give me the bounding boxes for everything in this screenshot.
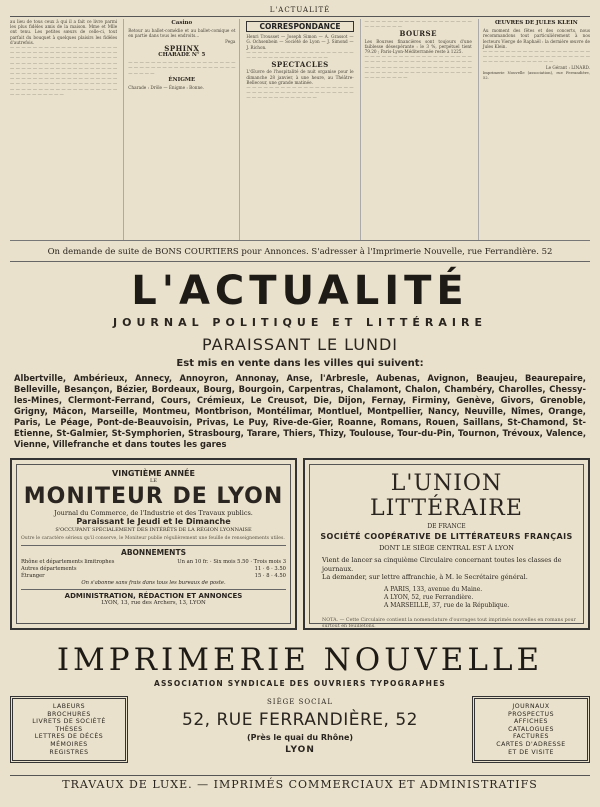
moniteur-year: VINGTIÈME ANNÉE (112, 469, 195, 478)
column-1 (10, 19, 117, 240)
advert-boxes (10, 458, 590, 630)
printer-credit: Imprimerie Nouvelle (association), rue Ferrandière, 52. (482, 69, 591, 81)
column-4 (360, 19, 472, 240)
service-item: REGISTRES (49, 748, 89, 756)
union-nota: NOTA. — Cette Circulaire contient la nomenclature d'ouvrages tout imprimés nouvelles en romans pour surtout en feuilletons. (322, 617, 576, 629)
union-address: A PARIS, 133, avenue du Maine. (384, 585, 483, 593)
circulaire-line: Vient de lancer sa cinquième Circulaire concernant toutes les classes de journaux. (322, 556, 562, 573)
gerant-signoff: Le Gérant : LINARD. (545, 64, 591, 70)
footer-line: TRAVAUX DE LUXE. — IMPRIMÉS COMMERCIAUX ET ADMINISTRATIFS (10, 775, 590, 791)
casino-signoff: Pega (225, 38, 236, 44)
rate-value: 11 · 6 · 3.50 (254, 565, 286, 572)
oeuvres-text: Au moment des fêtes et des concerts, nous recommandons tout particulièrement à nos lecteurs Vierge de Raphaël : la dernière œuvre de Jules Klein. (482, 28, 591, 49)
rate-label: Rhône et départements limitrophes (21, 558, 115, 565)
services-right-box (472, 696, 590, 763)
union-advert (303, 458, 590, 630)
column-1-text: au lieu de tous ceux à qui il a fait ce livre parmi les plus fidèles amis de la maison. Mme et Mlle ont tenu. Les petites sœurs de celle-ci, tout parfait du bouquet à quelques plaisirs les fidèles d'autrefois. (10, 19, 118, 45)
service-item: JOURNAUX (512, 703, 550, 710)
spectacles-text: L'Œuvre de l'hospitalité de nuit organise pour le dimanche 28 janvier, à une heure, au Théâtre-Bellecour, une grande matinée. (246, 69, 354, 85)
rate-label: Autres départements (21, 565, 77, 572)
service-item: CATALOGUES (508, 725, 554, 733)
courtiers-notice: On demande de suite de BONS COURTIERS pour Annonces. S'adresser à l'Imprimerie Nouvelle, rue Ferrandière. 52 (10, 241, 590, 262)
union-address: A MARSEILLE, 37, rue de la République. (384, 601, 510, 609)
moniteur-le: LE (150, 478, 157, 484)
running-title: L'ACTUALITÉ (10, 6, 590, 17)
casino-text: Retour au ballet-comédie et au ballet-comique et en partie dans tous les endroits... (128, 28, 236, 39)
moniteur-scope: S'OCCUPANT SPÉCIALEMENT DES INTÉRÊTS DE LA RÉGION LYONNAISE (55, 527, 252, 533)
union-circulaire (314, 556, 579, 582)
charade-title: CHARADE N° 5 (158, 52, 206, 59)
column-5 (478, 19, 590, 240)
spectacles-filler: — — — — — — — — — — — — — — — — — — — — — — — — — — — — — — — — — — — — — — — — — — — — — — — — — — — (246, 85, 354, 101)
column-5-filler: — — — — — — — — — — — — — — — — — — — — — — — — — — — — — — — — — — — — — — — — — — — — — — — — — — — (482, 49, 591, 65)
column-4-filler: — — — — — — — — — — — — — — — — — — — — — — — — — — — — — — — — — — — — — — — — — — — — — — — — — — — — — — — — — — — — — — — — — — — — — — — — — — — — — — — — — — — — (364, 54, 472, 81)
moniteur-abo-title: ABONNEMENTS (21, 545, 286, 557)
union-societe: SOCIÉTÉ COOPÉRATIVE DE LITTÉRATEURS FRANÇAIS (320, 532, 573, 541)
service-item: LETTRES DE DÉCÈS (34, 733, 104, 741)
service-item: PROSPECTUS (507, 710, 555, 718)
near-quai: (Près le quai du Rhône) (246, 733, 354, 742)
bourse-title: BOURSE (399, 29, 437, 39)
cities-list: Albertville, Ambérieux, Annecy, Annoyron, Annonay, Anse, l'Arbresle, Aubenas, Avignon, Beaujeu, Beaurepaire, Belleville, Besançon, Bézier, Bordeaux, Bourg, Bourgoin, Carpentras, Chalamont, Chalon, Chambéry, Charolles, Chessy-les-Mines, Clermont-Ferrand, Cours, Crémieux, Le Creusot, Die, Dijon, Fernay, Firminy, Genève, Givors, Grenoble, Grigny, Mâcon, Marseille, Montmeu, Montbrison, Montélimar, Montluel, Montpellier, Nancy, Neuville, Nîmes, Orange, Paris, Le Péage, Pont-de-Beauvoisin, Privas, Le Puy, Rive-de-Gier, Roanne, Romans, Rouen, Saillans, St-Chamond, St-Etienne, St-Galmier, St-Symphorien, Strasbourg, Tarare, Thiers, Thizy, Toulouse, Tour-du-Pin, Tournon, Trévoux, Valence, Vienne, Villefranche et dans toutes les gares (14, 373, 586, 449)
moniteur-inner (16, 464, 291, 624)
column-4-filler-top: — — — — — — — — — — — — — — — — — — — — — — — — — — (364, 19, 472, 30)
imprimerie-assoc: ASSOCIATION SYNDICALE DES OUVRIERS TYPOGRAPHES (153, 679, 447, 688)
masthead-title: L'ACTUALITÉ (131, 268, 469, 314)
rate-value: Un an 10 fr. · Six mois 5.50 · Trois mois 3 (177, 558, 286, 565)
imprimerie-details (10, 696, 590, 763)
charade-filler: — — — — — — — — — — — — — — — — — — — — — — — — — — — — — — — — — — — — — — — — — — — (128, 60, 236, 76)
siege-label: SIÈGE SOCIAL (267, 698, 333, 706)
moniteur-rates (21, 559, 286, 587)
imprimerie-title: IMPRIMERIE NOUVELLE (56, 642, 544, 678)
column-1-filler: — — — — — — — — — — — — — — — — — — — — — — — — — — — — — — — — — — — — — — — — — — — — — — — — — — — — — — — — — — — — — — — — — — — — — — — — — — — — — — — — — — — — — — — — — — — — — — — — — — — — — — — — — — — — — — — — — — — — — — — — — — — — — — — — — — — — — — — — — — — — — — — — — — — — — — — — — — — — — — — — — — — — — — — — — — — — — — — — — — — — — (10, 45, 118, 97)
masthead-subtitle: JOURNAL POLITIQUE ET LITTÉRAIRE (113, 316, 487, 329)
moniteur-advert (10, 458, 297, 630)
union-inner (309, 464, 584, 629)
sale-line: Est mis en vente dans les villes qui suivent: (176, 358, 424, 369)
rate-label: Étranger (21, 572, 45, 579)
city-name: LYON (285, 745, 315, 755)
rate-row (21, 573, 286, 580)
union-siege: DONT LE SIÈGE CENTRAL EST À LYON (379, 544, 514, 552)
rate-row (21, 566, 286, 573)
enigme-title: ÉNIGME (168, 76, 196, 83)
bourse-text: Les Bourses financières sont toujours d'une faiblesse désespérante : le 3 %, perpétuel tient 79.20 ; Paris-Lyon-Méditerranée reste à 1225. (364, 38, 472, 55)
sphinx-title: SPHINX (164, 43, 200, 53)
moniteur-schedule: Paraissant le Jeudi et le Dimanche (76, 517, 231, 526)
oeuvres-title: ŒUVRES DE JULES KLEIN (494, 20, 578, 26)
service-item: BROCHURES (47, 710, 91, 718)
service-item: LIVRETS DE SOCIÉTÉ (32, 718, 106, 726)
rate-note: On s'abonne sans frais dans tous les bureaux de poste. (81, 579, 226, 586)
column-3 (246, 19, 353, 240)
imprimerie-address (136, 696, 464, 755)
union-addresses (314, 586, 579, 610)
circulaire-line: La demander, sur lettre affranchie, à M. le Secrétaire général. (322, 573, 528, 581)
street-address: 52, RUE FERRANDIÈRE, 52 (182, 710, 418, 730)
masthead-frequency: PARAISSANT LE LUNDI (201, 335, 399, 354)
union-de-france: DE FRANCE (427, 523, 466, 530)
moniteur-desc: Journal du Commerce, de l'Industrie et des Travaux publics. (54, 509, 253, 517)
moniteur-admin: ADMINISTRATION, RÉDACTION ET ANNONCES (21, 589, 286, 600)
union-address: A LYON, 52, rue Ferrandière. (384, 593, 474, 601)
moniteur-blurb: Outre le caractère sérieux qu'il conserve, le Moniteur publie régulièrement une feuille de renseignements utiles. (21, 536, 285, 541)
service-item: MÉMOIRES (50, 740, 88, 748)
rate-value: 15 · 8 · 4.50 (254, 572, 286, 579)
service-item: THÈSES (55, 725, 83, 733)
correspondance-title: CORRESPONDANCE (246, 21, 353, 32)
union-title: L'UNION LITTÉRAIRE (370, 471, 523, 521)
spectacles-title: SPECTACLES (271, 60, 329, 70)
enigme-text: Charade : Drôle — Énigme : Bonne. (128, 85, 204, 91)
correspondance-filler: — — — — — — — — — — — — — — — — — — — — — — — — — — — — — — — — — — (246, 49, 354, 61)
service-item: CARTES D'ADRESSE (496, 740, 566, 748)
service-item: FACTURES (513, 733, 549, 741)
top-columns (10, 19, 590, 241)
moniteur-title: MONITEUR DE LYON (23, 484, 284, 509)
moniteur-address: LYON, 13, rue des Archers, 13, LYON (101, 599, 206, 606)
column-2 (123, 19, 240, 240)
service-item: AFFICHES (514, 718, 548, 726)
casino-title: Casino (171, 20, 193, 26)
correspondance-text: Henri Trousset — Joseph Simon — A. Grassot — G. Ochsenbein — Société de Lyon — J. Simond — J. Richon. (246, 34, 354, 50)
service-item: LABEURS (52, 703, 86, 710)
service-item: ET DE VISITE (508, 748, 554, 756)
services-left-box (10, 696, 128, 763)
rate-row (21, 559, 286, 566)
